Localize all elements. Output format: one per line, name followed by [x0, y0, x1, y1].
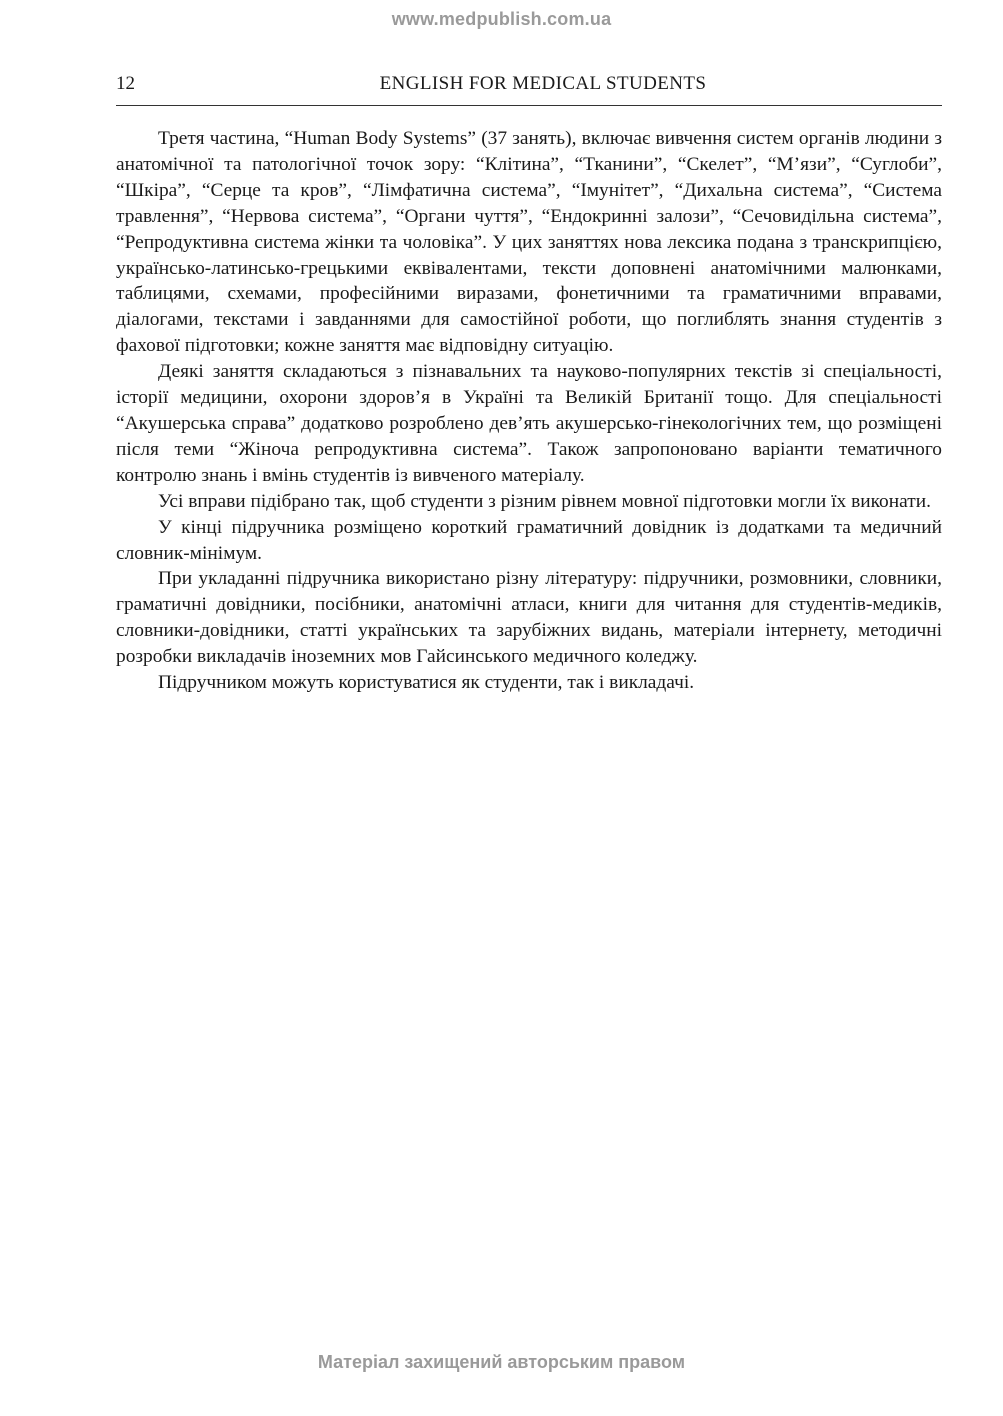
page-number: 12 — [116, 73, 135, 94]
paragraph-5: При укладанні підручника використано різну літературу: підручники, розмовники, словники, граматичні довідники, посібники, анатомічні атласи, книги для читання для студентів-медиків, словники-довідники, статті українських та зарубіжних видань, матеріали інтернету, методичні розробки викладачів іноземних мов Гайсинського медичного коледжу. — [116, 568, 942, 668]
running-header — [116, 71, 942, 106]
body-text — [116, 126, 942, 696]
paragraph-1: Третя частина, “Human Body Systems” (37 занять), включає вивчення систем органів людини з анатомічної та патологічної точок зору: “Клітина”, “Тканини”, “Скелет”, “М’язи”, “Суглоби”, “Шкіра”, “Серце та кров”, “Лімфатична система”, “Імунітет”, “Дихальна система”, “Система травлення”, “Нервова система”, “Органи чуття”, “Ендокринні залози”, “Сечовидільна система”, “Репродуктивна система жінки та чоловіка”. У цих заняттях нова лексика подана з транскрипцією, українсько-латинсько-грецькими еквівалентами, тексти доповнені анатомічними малюнками, таблицями, схемами, професійними виразами, фонетичними та граматичними вправами, діалогами, текстами і завданнями для самостійної роботи, що поглиблять знання студентів з фахової підготовки; кожне заняття має відповідну ситуацію. — [116, 128, 942, 357]
paragraph-4: У кінці підручника розміщено короткий граматичний довідник із додатками та медичний словник-мінімум. — [116, 516, 942, 564]
watermark-url: www.medpublish.com.ua — [391, 9, 612, 29]
paragraph-2: Деякі заняття складаються з пізнавальних та науково-популярних текстів зі спеціальності, історії медицини, охорони здоров’я в Україні та Великій Британії тощо. Для спеціальності “Акушерська справа” додатково розроблено дев’ять акушерсько-гінекологічних тем, що розміщені після теми “Жіноча репродуктивна система”. Також запропоновано варіанти тематичного контролю знань і вмінь студентів із вивченого матеріалу. — [116, 361, 942, 486]
paragraph-6: Підручником можуть користуватися як студенти, так і викладачі. — [158, 672, 695, 694]
running-title: ENGLISH FOR MEDICAL STUDENTS — [379, 73, 707, 94]
watermark-copyright: Матеріал захищений авторським правом — [317, 1352, 686, 1372]
paragraph-3: Усі вправи підібрано так, щоб студенти з різним рівнем мовної підготовки могли їх виконати. — [158, 490, 931, 512]
